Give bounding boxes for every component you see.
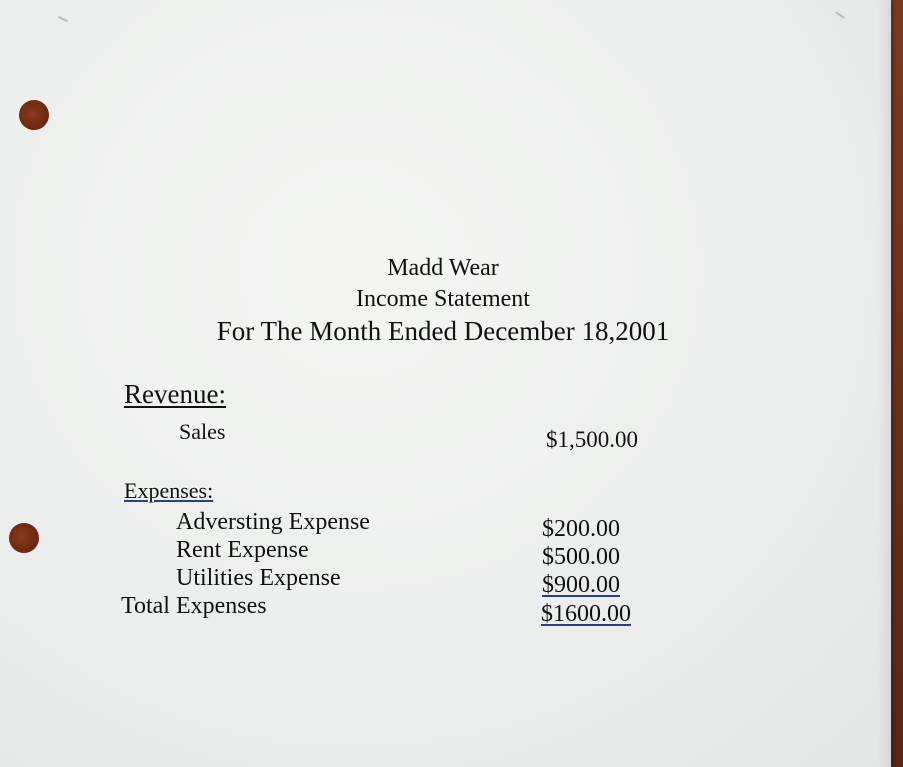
paper-edge-shadow [878,0,892,767]
expense-amount-advertising: $200.00 [542,516,620,542]
paper-mark-left [58,16,68,22]
statement-title: Income Statement [356,286,530,312]
expense-amount-rent: $500.00 [542,544,620,570]
sales-amount: $1,500.00 [546,427,638,452]
punch-hole-top [19,100,49,130]
sales-label: Sales [179,419,226,444]
expense-label-rent: Rent Expense [176,537,309,563]
punch-hole-bottom [9,523,39,553]
expense-label-utilities: Utilities Expense [176,565,341,591]
paper-mark-right [835,11,844,18]
statement-period: For The Month Ended December 18,2001 [216,316,670,346]
company-name: Madd Wear [387,255,499,281]
expenses-heading: Expenses: [124,478,214,503]
total-expenses-label: Total Expenses [121,593,267,619]
total-expenses-amount: $1600.00 [541,601,631,627]
revenue-heading: Revenue: [124,379,226,409]
expense-amount-utilities: $900.00 [542,572,620,598]
expense-label-advertising: Adversting Expense [176,509,370,535]
